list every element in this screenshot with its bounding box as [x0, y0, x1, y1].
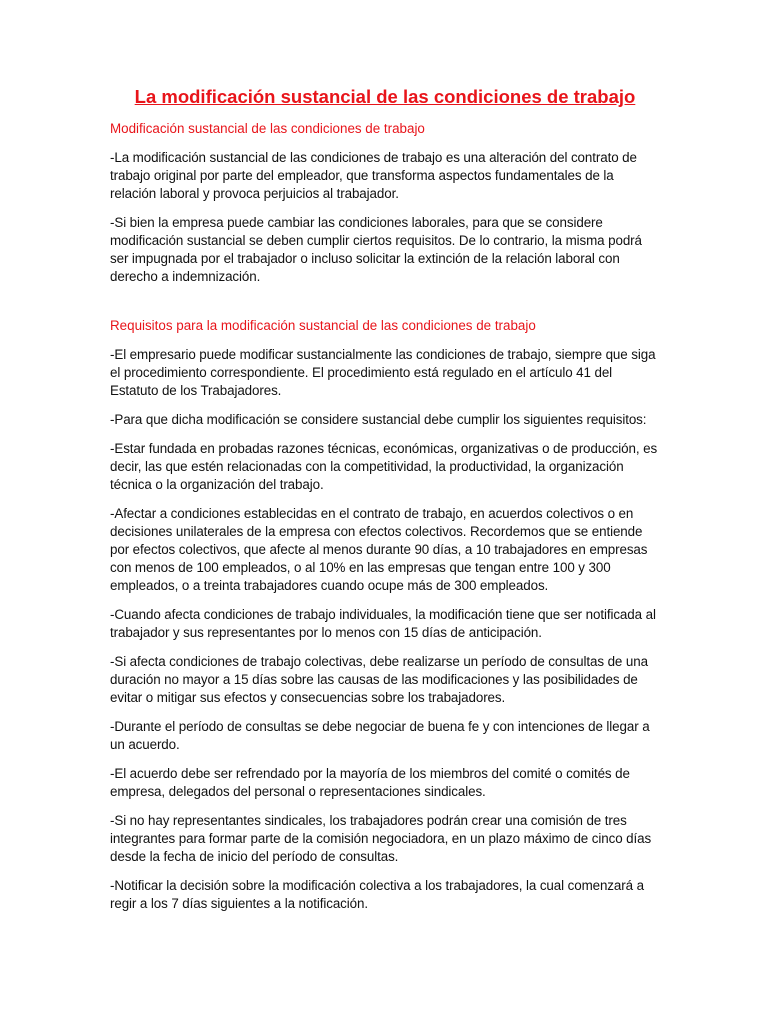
paragraph: -El acuerdo debe ser refrendado por la mayoría de los miembros del comité o comités de empresa, delegados del personal o representaciones sindicales. [110, 766, 630, 799]
paragraph: -Si bien la empresa puede cambiar las condiciones laborales, para que se considere modificación sustancial se deben cumplir ciertos requisitos. De lo contrario, la misma podrá ser impugnada por el trabajador o incluso solicitar la extinción de la relación laboral con derecho a indemnización. [110, 215, 642, 284]
paragraph: -Cuando afecta condiciones de trabajo individuales, la modificación tiene que ser notificada al trabajador y sus representantes por lo menos con 15 días de anticipación. [110, 607, 656, 640]
paragraph: -Durante el período de consultas se debe negociar de buena fe y con intenciones de llegar a un acuerdo. [110, 719, 650, 752]
section-definition [110, 120, 660, 286]
document-title: La modificación sustancial de las condiciones de trabajo [134, 86, 636, 107]
paragraph: -Si no hay representantes sindicales, los trabajadores podrán crear una comisión de tres integrantes para formar parte de la comisión negociadora, en un plazo máximo de cinco días desde la fecha de inicio del período de consultas. [110, 813, 652, 864]
paragraph: -El empresario puede modificar sustancialmente las condiciones de trabajo, siempre que siga el procedimiento correspondiente. El procedimiento está regulado en el artículo 41 del Estatuto de los Trabajadores. [110, 347, 656, 398]
paragraph: -Si afecta condiciones de trabajo colectivas, debe realizarse un período de consultas de una duración no mayor a 15 días sobre las causas de las modificaciones y las posibilidades de evitar o mitigar sus efectos y consecuencias sobre los trabajadores. [110, 654, 648, 705]
section-heading: Modificación sustancial de las condiciones de trabajo [110, 121, 425, 136]
section-requirements [110, 317, 660, 913]
paragraph: -Estar fundada en probadas razones técnicas, económicas, organizativas o de producción, es decir, las que estén relacionadas con la competitividad, la productividad, la organización técnica o la organización del trabajo. [110, 441, 658, 492]
paragraph: -Notificar la decisión sobre la modificación colectiva a los trabajadores, la cual comenzará a regir a los 7 días siguientes a la notificación. [110, 878, 644, 911]
section-spacer [110, 297, 660, 317]
paragraph: -Afectar a condiciones establecidas en el contrato de trabajo, en acuerdos colectivos o en decisiones unilaterales de la empresa con efectos colectivos. Recordemos que se entiende por efectos colectivos, que afecte al menos durante 90 días, a 10 trabajadores en empresas con menos de 100 empleados, o al 10% en las empresas que tengan entre 100 y 300 empleados, o a treinta trabajadores cuando ocupe más de 300 empleados. [110, 506, 648, 593]
paragraph: -Para que dicha modificación se considere sustancial debe cumplir los siguientes requisitos: [110, 412, 647, 427]
paragraph: -La modificación sustancial de las condiciones de trabajo es una alteración del contrato de trabajo original por parte del empleador, que transforma aspectos fundamentales de la relación laboral y provoca perjuicios al trabajador. [110, 150, 637, 201]
section-heading: Requisitos para la modificación sustancial de las condiciones de trabajo [110, 318, 536, 333]
